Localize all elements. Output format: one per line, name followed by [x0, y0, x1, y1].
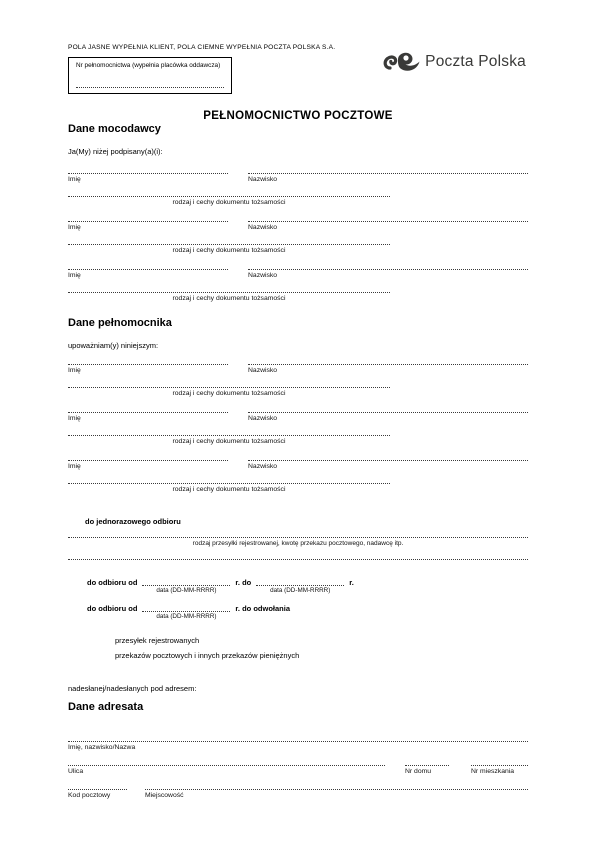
first-name-label: Imię — [68, 463, 81, 470]
last-name-label: Nazwisko — [248, 272, 278, 279]
principal-2-first-name-field[interactable] — [68, 220, 228, 222]
permit-number-field[interactable] — [76, 86, 224, 88]
first-name-label: Imię — [68, 272, 81, 279]
attorney-3-id-document-field[interactable] — [68, 482, 390, 484]
mail-type-money-orders: przekazów pocztowych i innych przekazów pieniężnych — [115, 651, 300, 660]
last-name-label: Nazwisko — [248, 176, 278, 183]
pickup-from-date-field-2[interactable] — [142, 604, 230, 612]
pickup-period-row — [87, 578, 528, 594]
poczta-polska-logo — [383, 49, 526, 74]
pickup-to-date-field[interactable] — [256, 578, 344, 586]
house-number-label: Nr domu — [405, 768, 432, 775]
first-name-label: Imię — [68, 224, 81, 231]
pickup-until-revoked-row — [87, 604, 528, 620]
attorney-2-last-name-field[interactable] — [248, 411, 528, 413]
logo-wordmark: Poczta Polska — [425, 52, 526, 70]
first-name-label: Imię — [68, 367, 81, 374]
attorney-section-heading: Dane pełnomocnika — [68, 317, 172, 329]
id-document-label: rodzaj i cechy dokumentu tożsamości — [172, 486, 286, 493]
street-field[interactable] — [68, 764, 385, 766]
form-fill-instruction: POLA JASNE WYPEŁNIA KLIENT, POLA CIEMNE WYPEŁNIA POCZTA POLSKA S.A. — [68, 44, 336, 51]
attorney-entries — [68, 363, 528, 493]
attorney-3-last-name-field[interactable] — [248, 459, 528, 461]
shipment-details-hint: rodzaj przesyłki rejestrowanej, kwotę przekazu pocztowego, nadawcę itp. — [192, 540, 404, 547]
attorney-1-last-name-field[interactable] — [248, 363, 528, 365]
city-label: Miejscowość — [145, 792, 184, 799]
id-document-label: rodzaj i cechy dokumentu tożsamości — [172, 199, 286, 206]
mail-types-list — [115, 633, 528, 663]
id-document-label: rodzaj i cechy dokumentu tożsamości — [172, 390, 286, 397]
shipment-details-field-2[interactable] — [68, 558, 528, 560]
principal-1-last-name-field[interactable] — [248, 172, 528, 174]
principal-2-last-name-field[interactable] — [248, 220, 528, 222]
principal-1-id-document-field[interactable] — [68, 195, 390, 197]
id-document-label: rodzaj i cechy dokumentu tożsamości — [172, 295, 286, 302]
principal-entry-2 — [68, 220, 528, 254]
poczta-polska-logo-icon — [383, 49, 420, 74]
date-format-hint: data (DD-MM-RRRR) — [270, 587, 331, 594]
permit-number-label: Nr pełnomocnictwa (wypełnia placówka oddawcza) — [76, 62, 221, 69]
principal-3-id-document-field[interactable] — [68, 291, 390, 293]
single-pickup-label: do jednorazowego odbioru — [85, 517, 181, 526]
id-document-label: rodzaj i cechy dokumentu tożsamości — [172, 438, 286, 445]
addressee-name-label: Imię, nazwisko/Nazwa — [68, 744, 136, 751]
apartment-number-field[interactable] — [471, 764, 528, 766]
attorney-2-first-name-field[interactable] — [68, 411, 228, 413]
pickup-from-date-field[interactable] — [142, 578, 230, 586]
sent-to-address-note: nadesłanej/nadesłanych pod adresem: — [68, 684, 197, 693]
year-abbrev-label: r. — [349, 578, 354, 587]
attorney-3-first-name-field[interactable] — [68, 459, 228, 461]
attorney-1-first-name-field[interactable] — [68, 363, 228, 365]
principal-entries — [68, 172, 528, 302]
principal-entry-3 — [68, 268, 528, 302]
principal-section-heading: Dane mocodawcy — [68, 123, 161, 135]
principal-intro-text: Ja(My) niżej podpisany(a)(i): — [68, 147, 163, 156]
postal-code-field[interactable] — [68, 788, 127, 790]
principal-3-first-name-field[interactable] — [68, 268, 228, 270]
principal-2-id-document-field[interactable] — [68, 243, 390, 245]
pickup-from-label: do odbioru od — [87, 604, 138, 613]
city-field[interactable] — [145, 788, 528, 790]
attorney-2-id-document-field[interactable] — [68, 434, 390, 436]
apartment-number-label: Nr mieszkania — [471, 768, 515, 775]
attorney-entry-2 — [68, 411, 528, 445]
last-name-label: Nazwisko — [248, 463, 278, 470]
last-name-label: Nazwisko — [248, 415, 278, 422]
shipment-details-field[interactable] — [68, 536, 528, 538]
street-label: Ulica — [68, 768, 84, 775]
addressee-name-field[interactable] — [68, 740, 528, 742]
date-format-hint: data (DD-MM-RRRR) — [156, 587, 217, 594]
attorney-intro-text: upoważniam(y) niniejszym: — [68, 341, 159, 350]
postal-code-label: Kod pocztowy — [68, 792, 111, 799]
pickup-from-label: do odbioru od — [87, 578, 138, 587]
addressee-city-row — [68, 788, 528, 799]
principal-1-first-name-field[interactable] — [68, 172, 228, 174]
principal-3-last-name-field[interactable] — [248, 268, 528, 270]
attorney-entry-3 — [68, 459, 528, 493]
principal-entry-1 — [68, 172, 528, 206]
first-name-label: Imię — [68, 415, 81, 422]
pickup-to-label: r. do — [235, 578, 252, 587]
form-title: PEŁNOMOCNICTWO POCZTOWE — [203, 110, 393, 122]
addressee-street-row — [68, 764, 528, 775]
permit-number-box — [68, 57, 232, 94]
last-name-label: Nazwisko — [248, 367, 278, 374]
last-name-label: Nazwisko — [248, 224, 278, 231]
mail-type-registered: przesyłek rejestrowanych — [115, 636, 200, 645]
house-number-field[interactable] — [405, 764, 449, 766]
addressee-section-heading: Dane adresata — [68, 701, 144, 713]
date-format-hint: data (DD-MM-RRRR) — [156, 613, 217, 620]
attorney-1-id-document-field[interactable] — [68, 386, 390, 388]
first-name-label: Imię — [68, 176, 81, 183]
attorney-entry-1 — [68, 363, 528, 397]
id-document-label: rodzaj i cechy dokumentu tożsamości — [172, 247, 286, 254]
until-revoked-label: r. do odwołania — [235, 604, 290, 613]
